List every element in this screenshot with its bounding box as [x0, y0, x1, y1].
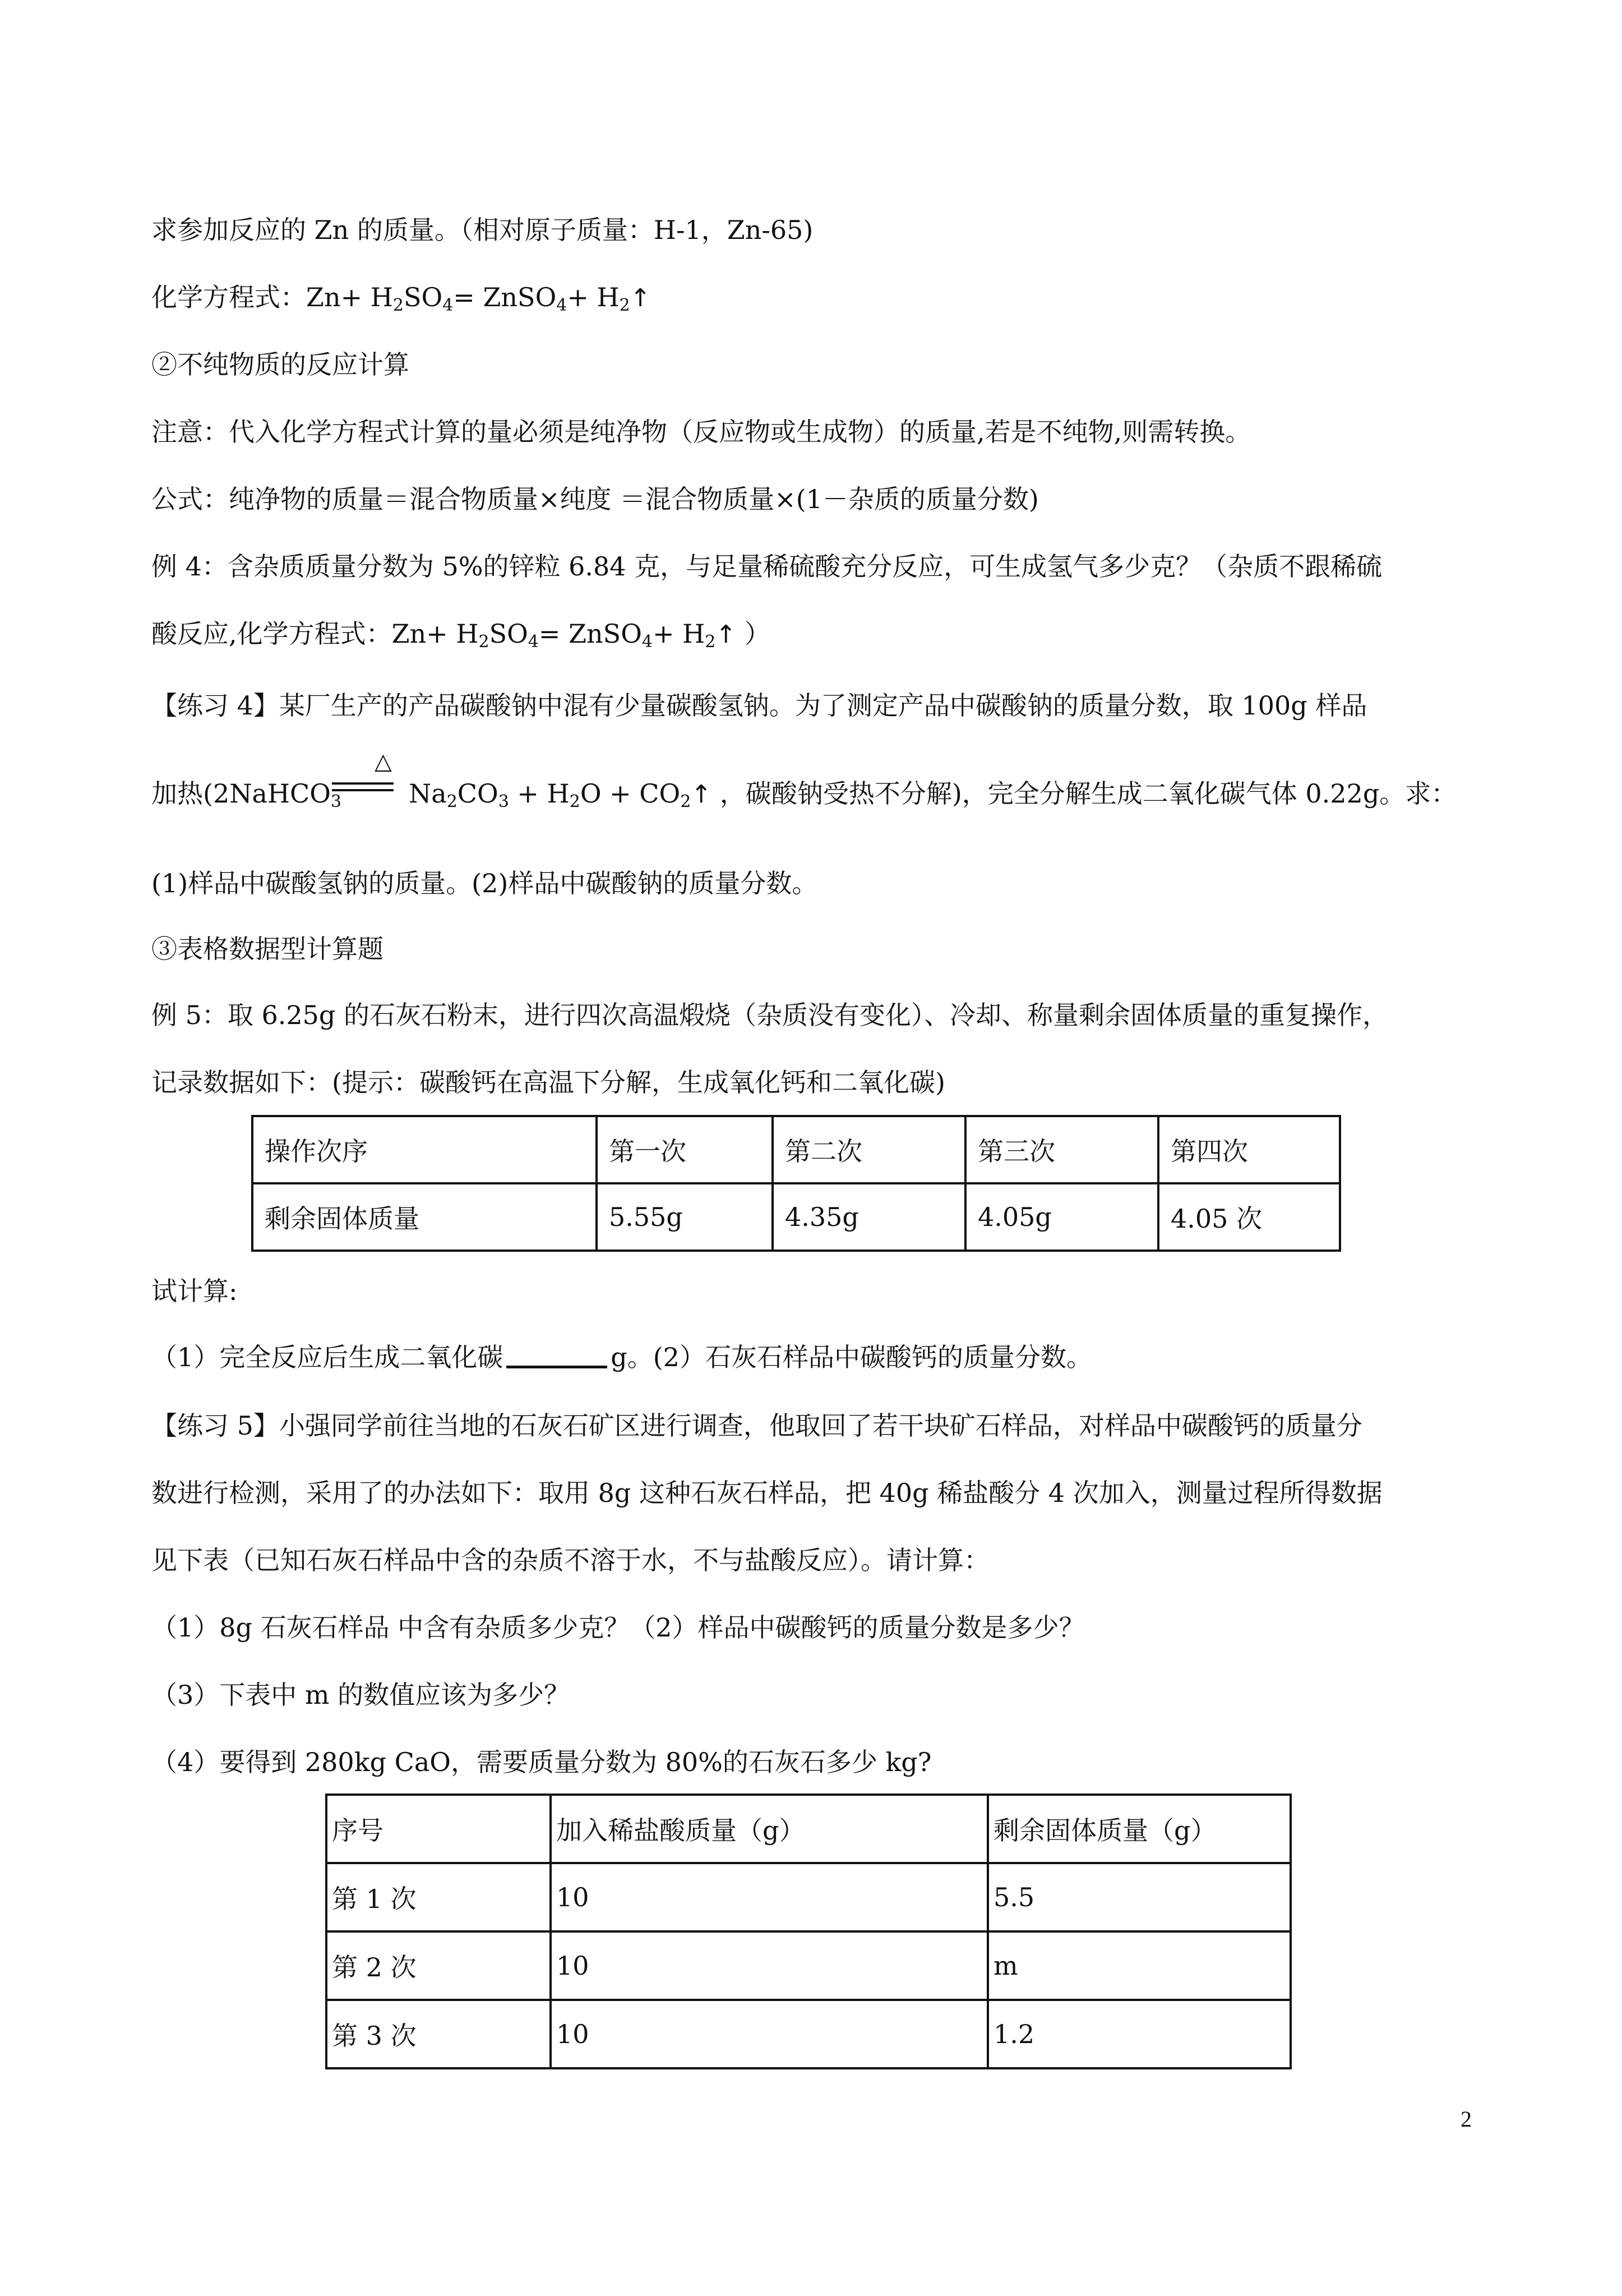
text-line: 见下表（已知石灰石样品中含的杂质不溶于水，不与盐酸反应）。请计算：	[151, 1545, 990, 1575]
text-fragment: 加热(2NaHCO	[151, 778, 331, 809]
text-fragment: g。(2）石灰石样品中碳酸钙的质量分数。	[611, 1342, 1092, 1372]
table-cell: 10	[551, 2000, 988, 2068]
subscript: 3	[498, 792, 509, 812]
acid-addition-table	[325, 1794, 1292, 2069]
up-arrow-icon: ↑	[715, 620, 737, 649]
table-cell: 5.55g	[597, 1183, 773, 1251]
section-heading: ③表格数据型计算题	[151, 934, 383, 964]
subscript: 4	[556, 296, 567, 315]
text-fragment: = ZnSO	[453, 282, 557, 312]
text-line: 记录数据如下：(提示：碳酸钙在高温下分解，生成氧化钙和二氧化碳)	[151, 1067, 945, 1098]
chemical-equation-line	[151, 280, 1486, 315]
table-cell: 操作次序	[252, 1116, 597, 1183]
subscript: 2	[392, 296, 404, 315]
table-cell: 第四次	[1158, 1116, 1340, 1183]
text-fragment: SO	[489, 619, 528, 649]
table-cell: 第 3 次	[326, 2000, 551, 2068]
table-row	[326, 1931, 1291, 2000]
text-fragment: ）	[736, 619, 770, 649]
table-row	[326, 2000, 1291, 2068]
exercise-line: 【练习 5】小强同学前往当地的石灰石矿区进行调查，他取回了若干块矿石样品，对样品中碳酸钙的质量分	[151, 1410, 1362, 1441]
question-line	[151, 1340, 1486, 1374]
table-cell: 序号	[326, 1795, 551, 1863]
text-fragment: + H	[509, 778, 570, 809]
text-line: 试计算:	[151, 1276, 238, 1306]
text-line: 公式：纯净物的质量＝混合物质量×纯度 ＝混合物质量×(1－杂质的质量分数)	[151, 484, 1039, 514]
text-line: 例 5：取 6.25g 的石灰石粉末，进行四次高温煅烧（杂质没有变化）、冷却、称量剩余固体质量的重复操作，	[151, 1000, 1389, 1030]
table-cell: 剩余固体质量（g）	[988, 1795, 1291, 1863]
table-row	[252, 1183, 1340, 1251]
answer-blank[interactable]	[506, 1343, 607, 1368]
subscript: 2	[705, 632, 716, 652]
text-fragment: Na	[409, 778, 447, 809]
table-header-row	[252, 1116, 1340, 1183]
table-cell: 5.5	[988, 1863, 1291, 1931]
text-line: (1)样品中碳酸氢钠的质量。(2)样品中碳酸钠的质量分数。	[151, 868, 818, 898]
subscript: 4	[442, 296, 454, 315]
table-cell: 加入稀盐酸质量（g）	[551, 1795, 988, 1863]
table-cell: 剩余固体质量	[252, 1183, 597, 1251]
up-arrow-icon: ↑	[630, 284, 651, 312]
table-row	[326, 1863, 1291, 1931]
page-number: 2	[1461, 2106, 1472, 2132]
table-cell: 4.05g	[965, 1183, 1158, 1251]
text-line: 注意：代入化学方程式计算的量必须是纯净物（反应物或生成物）的质量,若是不纯物,则需转换。	[151, 417, 1251, 447]
text-line: 数进行检测，采用了的办法如下：取用 8g 这种石灰石样品，把 40g 稀盐酸分 4 次加入，测量过程所得数据	[151, 1478, 1383, 1508]
text-fragment: = ZnSO	[538, 619, 642, 649]
table-cell: 10	[551, 1863, 988, 1931]
question-line: （4）要得到 280kg CaO，需要质量分数为 80%的石灰石多少 kg?	[151, 1747, 932, 1777]
text-fragment: 化学方程式：Zn+ H	[151, 282, 393, 312]
text-line: 例 4：含杂质质量分数为 5%的锌粒 6.84 克，与足量稀硫酸充分反应，可生成氢气多少克？（杂质不跟稀硫	[151, 551, 1383, 582]
text-fragment: + H	[653, 619, 705, 649]
exercise-line: 【练习 4】某厂生产的产品碳酸钠中混有少量碳酸氢钠。为了测定产品中碳酸钠的质量分数，取 100g 样品	[151, 690, 1367, 721]
up-arrow-icon: ↑	[691, 780, 712, 809]
table-cell: m	[988, 1931, 1291, 2000]
subscript: 2	[680, 792, 691, 812]
delta-heat-icon: △	[375, 749, 392, 774]
question-line: （1）8g 石灰石样品 中含有杂质多少克？（2）样品中碳酸钙的质量分数是多少？	[151, 1612, 1085, 1643]
table-cell: 第 1 次	[326, 1863, 551, 1931]
text-fragment: （1）完全反应后生成二氧化碳	[151, 1342, 503, 1372]
subscript: 2	[619, 296, 630, 315]
subscript: 3	[330, 792, 342, 812]
table-cell: 第三次	[965, 1116, 1158, 1183]
table-cell: 第一次	[597, 1116, 773, 1183]
subscript: 2	[569, 792, 580, 812]
subscript: 4	[641, 632, 653, 652]
table-cell: 4.05 次	[1158, 1183, 1340, 1251]
table-header-row	[326, 1795, 1291, 1863]
text-fragment: O + CO	[580, 778, 681, 809]
chemical-equation-line	[151, 777, 1486, 812]
text-fragment: CO	[457, 778, 498, 809]
table-cell: 第二次	[773, 1116, 965, 1183]
text-fragment: SO	[403, 282, 443, 312]
table-cell: 第 2 次	[326, 1931, 551, 2000]
text-fragment: + H	[567, 282, 620, 312]
subscript: 2	[478, 632, 489, 652]
calcination-data-table	[251, 1115, 1341, 1252]
question-line: （3）下表中 m 的数值应该为多少？	[151, 1680, 570, 1710]
text-fragment: ，碳酸钠受热不分解)，完全分解生成二氧化碳气体 0.22g。求：	[711, 778, 1457, 809]
subscript: 4	[528, 632, 539, 652]
section-heading: ②不纯物质的反应计算	[151, 349, 409, 380]
table-cell: 10	[551, 1931, 988, 2000]
chemical-equation-line	[151, 617, 1486, 652]
table-cell: 1.2	[988, 2000, 1291, 2068]
table-cell: 4.35g	[773, 1183, 965, 1251]
text-fragment: 酸反应,化学方程式：Zn+ H	[151, 619, 479, 649]
text-line: 求参加反应的 Zn 的质量。（相对原子质量：H-1，Zn-65)	[151, 215, 814, 245]
subscript: 2	[446, 792, 458, 812]
